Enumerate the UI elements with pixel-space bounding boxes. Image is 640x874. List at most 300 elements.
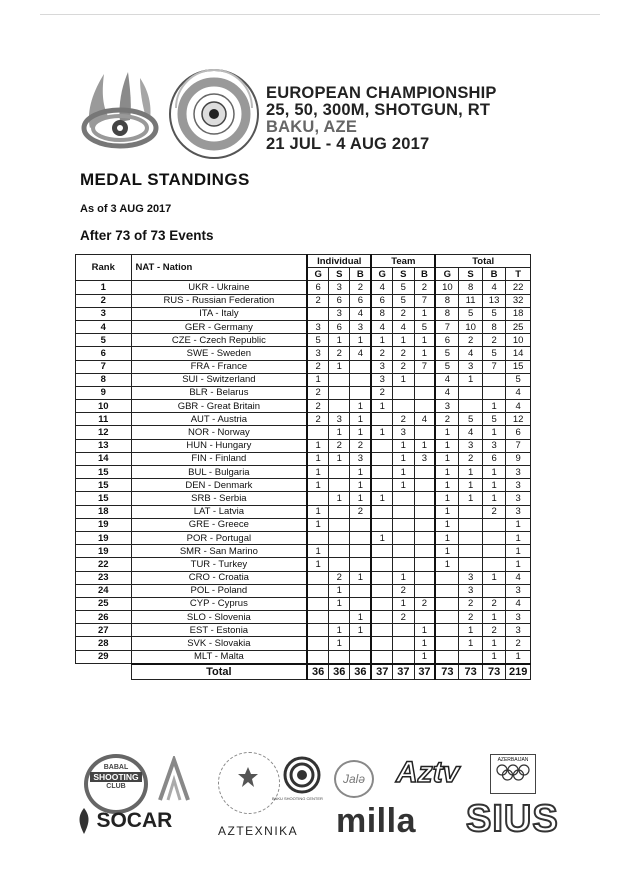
team-gold-cell: 6 bbox=[371, 294, 392, 307]
flame-icon bbox=[76, 808, 92, 834]
team-gold-cell: 3 bbox=[371, 360, 392, 373]
total-spacer bbox=[76, 664, 132, 680]
tot-silver-cell: 3 bbox=[459, 584, 482, 597]
noc-text: AZERBAIJAN bbox=[497, 757, 529, 763]
club-bottom-text: CLUB bbox=[106, 783, 126, 790]
ind-bronze-cell: 1 bbox=[350, 400, 371, 413]
tot-all-cell: 3 bbox=[506, 505, 531, 518]
ind-bronze-cell bbox=[350, 531, 371, 544]
ind-silver-cell: 2 bbox=[329, 347, 350, 360]
ind-gold-cell bbox=[307, 597, 328, 610]
ind-bronze-cell: 6 bbox=[350, 294, 371, 307]
nation-cell: POR - Portugal bbox=[131, 531, 307, 544]
ind-gold-cell: 2 bbox=[307, 386, 328, 399]
ind-gold-cell bbox=[307, 584, 328, 597]
tot-gold-cell: 4 bbox=[435, 373, 458, 386]
nation-cell: FIN - Finland bbox=[131, 452, 307, 465]
table-row bbox=[76, 281, 531, 294]
team-silver-cell: 1 bbox=[393, 479, 414, 492]
ind-silver-cell: 1 bbox=[329, 426, 350, 439]
rank-cell: 7 bbox=[76, 360, 132, 373]
ind-gold-cell bbox=[307, 650, 328, 664]
aztexnika-text: AZTEXNIKA bbox=[218, 824, 299, 838]
team-silver-cell bbox=[393, 400, 414, 413]
target-icon bbox=[283, 756, 321, 794]
tot-bronze-cell: 13 bbox=[482, 294, 505, 307]
tot-silver-cell: 1 bbox=[459, 492, 482, 505]
table-row bbox=[76, 426, 531, 439]
tot-gold-cell bbox=[435, 571, 458, 584]
col-nation-header: NAT - Nation bbox=[131, 255, 307, 281]
team-silver-cell bbox=[393, 531, 414, 544]
ind-silver-cell: 1 bbox=[329, 597, 350, 610]
events-count: After 73 of 73 Events bbox=[80, 228, 214, 243]
tot-bronze-cell: 6 bbox=[482, 452, 505, 465]
ind-silver-cell: 1 bbox=[329, 492, 350, 505]
nation-cell: BLR - Belarus bbox=[131, 386, 307, 399]
ind-silver-cell: 3 bbox=[329, 281, 350, 294]
total-team-bronze: 37 bbox=[414, 664, 435, 680]
ind-gold-cell: 1 bbox=[307, 505, 328, 518]
total-row bbox=[76, 664, 531, 680]
jale-text: Jalə bbox=[342, 772, 365, 786]
rank-cell: 19 bbox=[76, 531, 132, 544]
table-row bbox=[76, 373, 531, 386]
ind-gold-cell bbox=[307, 531, 328, 544]
tot-all-cell: 10 bbox=[506, 334, 531, 347]
ind-silver-cell bbox=[329, 611, 350, 624]
ind-gold-cell: 2 bbox=[307, 360, 328, 373]
tot-silver-cell: 11 bbox=[459, 294, 482, 307]
team-bronze-cell: 1 bbox=[414, 334, 435, 347]
ind-silver-cell: 3 bbox=[329, 307, 350, 320]
team-bronze-cell bbox=[414, 479, 435, 492]
tot-silver-cell bbox=[459, 505, 482, 518]
sub-t: T bbox=[506, 268, 531, 281]
table-row bbox=[76, 637, 531, 650]
rank-cell: 12 bbox=[76, 426, 132, 439]
tot-all-cell: 18 bbox=[506, 307, 531, 320]
nation-cell: NOR - Norway bbox=[131, 426, 307, 439]
col-rank-header: Rank bbox=[76, 255, 132, 281]
team-silver-cell bbox=[393, 505, 414, 518]
ind-gold-cell bbox=[307, 571, 328, 584]
tot-bronze-cell: 1 bbox=[482, 466, 505, 479]
ind-gold-cell: 1 bbox=[307, 452, 328, 465]
team-gold-cell bbox=[371, 650, 392, 664]
tot-gold-cell: 3 bbox=[435, 400, 458, 413]
team-silver-cell: 5 bbox=[393, 281, 414, 294]
tot-silver-cell: 10 bbox=[459, 320, 482, 333]
tot-silver-cell bbox=[459, 386, 482, 399]
tot-silver-cell: 8 bbox=[459, 281, 482, 294]
ind-silver-cell bbox=[329, 386, 350, 399]
team-bronze-cell bbox=[414, 400, 435, 413]
tot-bronze-cell: 2 bbox=[482, 334, 505, 347]
tot-silver-cell: 1 bbox=[459, 479, 482, 492]
table-row bbox=[76, 518, 531, 531]
tot-silver-cell: 3 bbox=[459, 360, 482, 373]
nation-cell: DEN - Denmark bbox=[131, 479, 307, 492]
team-gold-cell bbox=[371, 624, 392, 637]
team-bronze-cell bbox=[414, 558, 435, 571]
esc-confederation-logo bbox=[168, 68, 260, 160]
ind-bronze-cell: 1 bbox=[350, 611, 371, 624]
as-of-date: As of 3 AUG 2017 bbox=[80, 203, 172, 215]
team-gold-cell bbox=[371, 452, 392, 465]
tot-gold-cell: 7 bbox=[435, 320, 458, 333]
ind-gold-cell: 1 bbox=[307, 373, 328, 386]
ind-bronze-cell: 2 bbox=[350, 439, 371, 452]
tot-all-cell: 4 bbox=[506, 386, 531, 399]
olympic-rings-icon bbox=[495, 763, 531, 781]
tot-bronze-cell: 5 bbox=[482, 307, 505, 320]
ind-silver-cell: 1 bbox=[329, 637, 350, 650]
ind-gold-cell: 5 bbox=[307, 334, 328, 347]
team-bronze-cell bbox=[414, 373, 435, 386]
tot-silver-cell bbox=[459, 545, 482, 558]
triangle-mark-icon bbox=[156, 756, 192, 802]
ind-gold-cell bbox=[307, 624, 328, 637]
table-row bbox=[76, 584, 531, 597]
rank-cell: 14 bbox=[76, 452, 132, 465]
ind-gold-cell: 1 bbox=[307, 479, 328, 492]
ind-silver-cell: 2 bbox=[329, 571, 350, 584]
rank-cell: 15 bbox=[76, 479, 132, 492]
nation-cell: CRO - Croatia bbox=[131, 571, 307, 584]
sub-g: G bbox=[371, 268, 392, 281]
team-bronze-cell: 1 bbox=[414, 637, 435, 650]
tot-all-cell: 7 bbox=[506, 439, 531, 452]
team-bronze-cell: 4 bbox=[414, 413, 435, 426]
tot-all-cell: 1 bbox=[506, 650, 531, 664]
tot-gold-cell: 1 bbox=[435, 492, 458, 505]
table-row bbox=[76, 558, 531, 571]
team-gold-cell bbox=[371, 545, 392, 558]
team-gold-cell bbox=[371, 597, 392, 610]
medal-table-body bbox=[76, 281, 531, 664]
tot-all-cell: 25 bbox=[506, 320, 531, 333]
nation-cell: SWE - Sweden bbox=[131, 347, 307, 360]
nation-cell: GRE - Greece bbox=[131, 518, 307, 531]
tot-all-cell: 1 bbox=[506, 518, 531, 531]
ind-bronze-cell bbox=[350, 373, 371, 386]
tot-bronze-cell bbox=[482, 373, 505, 386]
tot-bronze-cell bbox=[482, 386, 505, 399]
table-row bbox=[76, 320, 531, 333]
tot-all-cell: 1 bbox=[506, 558, 531, 571]
tot-silver-cell: 3 bbox=[459, 439, 482, 452]
tot-bronze-cell: 4 bbox=[482, 281, 505, 294]
tot-gold-cell: 5 bbox=[435, 347, 458, 360]
table-row bbox=[76, 439, 531, 452]
jale-logo bbox=[334, 760, 374, 798]
ind-silver-cell bbox=[329, 545, 350, 558]
milla-logo: milla bbox=[336, 802, 416, 840]
team-gold-cell: 2 bbox=[371, 347, 392, 360]
team-gold-cell: 1 bbox=[371, 334, 392, 347]
rank-cell: 10 bbox=[76, 400, 132, 413]
tot-gold-cell: 1 bbox=[435, 531, 458, 544]
team-silver-cell: 1 bbox=[393, 597, 414, 610]
team-silver-cell bbox=[393, 637, 414, 650]
ind-gold-cell bbox=[307, 611, 328, 624]
tot-bronze-cell: 2 bbox=[482, 624, 505, 637]
ind-gold-cell bbox=[307, 307, 328, 320]
total-ind-gold: 36 bbox=[307, 664, 328, 680]
tot-silver-cell: 4 bbox=[459, 426, 482, 439]
nation-cell: EST - Estonia bbox=[131, 624, 307, 637]
team-gold-cell bbox=[371, 439, 392, 452]
table-row bbox=[76, 400, 531, 413]
ind-bronze-cell bbox=[350, 584, 371, 597]
tot-gold-cell: 1 bbox=[435, 479, 458, 492]
tot-gold-cell: 1 bbox=[435, 558, 458, 571]
ind-bronze-cell bbox=[350, 597, 371, 610]
tot-silver-cell: 1 bbox=[459, 624, 482, 637]
tot-bronze-cell: 1 bbox=[482, 650, 505, 664]
ind-silver-cell: 1 bbox=[329, 452, 350, 465]
team-gold-cell bbox=[371, 637, 392, 650]
tot-gold-cell: 1 bbox=[435, 505, 458, 518]
tot-bronze-cell: 2 bbox=[482, 505, 505, 518]
ind-gold-cell bbox=[307, 426, 328, 439]
tot-bronze-cell: 1 bbox=[482, 611, 505, 624]
nation-cell: SUI - Switzerland bbox=[131, 373, 307, 386]
ind-silver-cell bbox=[329, 505, 350, 518]
tot-all-cell: 3 bbox=[506, 584, 531, 597]
team-gold-cell bbox=[371, 584, 392, 597]
page-title: MEDAL STANDINGS bbox=[80, 170, 250, 189]
total-team-gold: 37 bbox=[371, 664, 392, 680]
team-silver-cell bbox=[393, 624, 414, 637]
sub-b: B bbox=[482, 268, 505, 281]
sub-b: B bbox=[350, 268, 371, 281]
team-gold-cell: 1 bbox=[371, 531, 392, 544]
team-bronze-cell bbox=[414, 545, 435, 558]
tot-bronze-cell bbox=[482, 531, 505, 544]
tot-bronze-cell bbox=[482, 545, 505, 558]
team-silver-cell: 1 bbox=[393, 571, 414, 584]
team-gold-cell bbox=[371, 558, 392, 571]
rank-cell: 8 bbox=[76, 373, 132, 386]
tot-bronze-cell: 1 bbox=[482, 400, 505, 413]
rank-cell: 27 bbox=[76, 624, 132, 637]
tot-silver-cell bbox=[459, 650, 482, 664]
tot-bronze-cell: 1 bbox=[482, 479, 505, 492]
ind-silver-cell bbox=[329, 479, 350, 492]
ind-bronze-cell: 1 bbox=[350, 479, 371, 492]
ind-silver-cell bbox=[329, 558, 350, 571]
tot-silver-cell bbox=[459, 531, 482, 544]
team-bronze-cell: 2 bbox=[414, 597, 435, 610]
team-silver-cell: 2 bbox=[393, 347, 414, 360]
ind-bronze-cell: 4 bbox=[350, 307, 371, 320]
team-silver-cell: 2 bbox=[393, 611, 414, 624]
team-silver-cell bbox=[393, 518, 414, 531]
total-label: Total bbox=[131, 664, 307, 680]
ind-bronze-cell: 4 bbox=[350, 347, 371, 360]
rank-cell: 25 bbox=[76, 597, 132, 610]
sub-s: S bbox=[393, 268, 414, 281]
team-bronze-cell: 7 bbox=[414, 360, 435, 373]
ind-silver-cell: 3 bbox=[329, 413, 350, 426]
team-bronze-cell bbox=[414, 584, 435, 597]
header-line4: 21 JUL - 4 AUG 2017 bbox=[266, 135, 430, 153]
ind-silver-cell bbox=[329, 373, 350, 386]
team-gold-cell: 1 bbox=[371, 492, 392, 505]
sub-b: B bbox=[414, 268, 435, 281]
sub-g: G bbox=[435, 268, 458, 281]
star-icon bbox=[237, 766, 259, 788]
medal-table bbox=[75, 254, 531, 680]
team-silver-cell: 5 bbox=[393, 294, 414, 307]
ind-silver-cell: 1 bbox=[329, 360, 350, 373]
team-gold-cell: 3 bbox=[371, 373, 392, 386]
team-gold-cell bbox=[371, 505, 392, 518]
team-silver-cell bbox=[393, 650, 414, 664]
tot-bronze-cell: 3 bbox=[482, 439, 505, 452]
nation-cell: POL - Poland bbox=[131, 584, 307, 597]
team-bronze-cell bbox=[414, 531, 435, 544]
team-bronze-cell bbox=[414, 518, 435, 531]
nation-cell: FRA - France bbox=[131, 360, 307, 373]
ind-gold-cell: 2 bbox=[307, 400, 328, 413]
ind-silver-cell bbox=[329, 466, 350, 479]
table-row bbox=[76, 466, 531, 479]
nation-cell: SLO - Slovenia bbox=[131, 611, 307, 624]
rank-cell: 3 bbox=[76, 307, 132, 320]
ind-gold-cell: 1 bbox=[307, 518, 328, 531]
team-silver-cell: 2 bbox=[393, 413, 414, 426]
ind-gold-cell: 1 bbox=[307, 466, 328, 479]
ind-silver-cell: 6 bbox=[329, 294, 350, 307]
tot-bronze-cell: 1 bbox=[482, 571, 505, 584]
noc-logo bbox=[490, 754, 536, 794]
table-row bbox=[76, 334, 531, 347]
ind-gold-cell: 2 bbox=[307, 413, 328, 426]
tot-gold-cell: 1 bbox=[435, 518, 458, 531]
tot-all-cell: 4 bbox=[506, 571, 531, 584]
group-team-header: Team bbox=[371, 255, 435, 268]
sub-s: S bbox=[329, 268, 350, 281]
rank-cell: 22 bbox=[76, 558, 132, 571]
tot-all-cell: 6 bbox=[506, 426, 531, 439]
total-bronze: 73 bbox=[482, 664, 505, 680]
ind-bronze-cell bbox=[350, 637, 371, 650]
team-gold-cell: 2 bbox=[371, 386, 392, 399]
nation-cell: UKR - Ukraine bbox=[131, 281, 307, 294]
team-bronze-cell bbox=[414, 492, 435, 505]
header-row-groups bbox=[76, 255, 531, 268]
team-silver-cell: 2 bbox=[393, 307, 414, 320]
team-bronze-cell: 1 bbox=[414, 624, 435, 637]
tot-gold-cell: 10 bbox=[435, 281, 458, 294]
team-silver-cell: 2 bbox=[393, 584, 414, 597]
table-row bbox=[76, 294, 531, 307]
scan-edge-line bbox=[40, 14, 600, 15]
table-row bbox=[76, 531, 531, 544]
team-gold-cell bbox=[371, 466, 392, 479]
tot-all-cell: 3 bbox=[506, 479, 531, 492]
ind-bronze-cell bbox=[350, 650, 371, 664]
ind-bronze-cell bbox=[350, 386, 371, 399]
tot-gold-cell: 8 bbox=[435, 294, 458, 307]
tot-silver-cell: 5 bbox=[459, 307, 482, 320]
team-bronze-cell bbox=[414, 611, 435, 624]
nation-cell: CZE - Czech Republic bbox=[131, 334, 307, 347]
ind-bronze-cell bbox=[350, 545, 371, 558]
tot-gold-cell bbox=[435, 650, 458, 664]
ind-gold-cell bbox=[307, 492, 328, 505]
table-row bbox=[76, 571, 531, 584]
rank-cell: 19 bbox=[76, 545, 132, 558]
ind-gold-cell: 3 bbox=[307, 320, 328, 333]
tot-gold-cell: 2 bbox=[435, 413, 458, 426]
ind-silver-cell: 1 bbox=[329, 584, 350, 597]
team-gold-cell: 1 bbox=[371, 426, 392, 439]
rank-cell: 29 bbox=[76, 650, 132, 664]
ind-bronze-cell: 1 bbox=[350, 413, 371, 426]
ind-bronze-cell: 1 bbox=[350, 426, 371, 439]
sponsor-strip bbox=[0, 748, 640, 848]
tot-all-cell: 4 bbox=[506, 597, 531, 610]
nation-cell: BUL - Bulgaria bbox=[131, 466, 307, 479]
rank-cell: 9 bbox=[76, 386, 132, 399]
table-row bbox=[76, 347, 531, 360]
tot-gold-cell bbox=[435, 611, 458, 624]
sub-g: G bbox=[307, 268, 328, 281]
tot-all-cell: 5 bbox=[506, 373, 531, 386]
header-line1: EUROPEAN CHAMPIONSHIP bbox=[266, 84, 497, 102]
team-silver-cell: 1 bbox=[393, 466, 414, 479]
team-bronze-cell bbox=[414, 466, 435, 479]
team-gold-cell bbox=[371, 518, 392, 531]
tot-silver-cell: 3 bbox=[459, 571, 482, 584]
ind-bronze-cell: 1 bbox=[350, 624, 371, 637]
tot-all-cell: 3 bbox=[506, 466, 531, 479]
socar-text: SOCAR bbox=[96, 809, 173, 832]
ind-bronze-cell bbox=[350, 360, 371, 373]
rank-cell: 5 bbox=[76, 334, 132, 347]
tot-all-cell: 2 bbox=[506, 637, 531, 650]
rank-cell: 15 bbox=[76, 492, 132, 505]
championship-emblem bbox=[80, 70, 162, 152]
tot-gold-cell: 1 bbox=[435, 466, 458, 479]
rank-cell: 4 bbox=[76, 320, 132, 333]
club-top-text: BABAL bbox=[103, 764, 129, 771]
nation-cell: AUT - Austria bbox=[131, 413, 307, 426]
ind-silver-cell: 1 bbox=[329, 624, 350, 637]
table-row bbox=[76, 452, 531, 465]
ind-bronze-cell bbox=[350, 518, 371, 531]
table-row bbox=[76, 611, 531, 624]
rank-cell: 28 bbox=[76, 637, 132, 650]
team-silver-cell: 2 bbox=[393, 360, 414, 373]
tot-bronze-cell: 5 bbox=[482, 347, 505, 360]
team-bronze-cell bbox=[414, 571, 435, 584]
tot-silver-cell: 2 bbox=[459, 611, 482, 624]
team-bronze-cell: 1 bbox=[414, 650, 435, 664]
shooting-club-logo bbox=[84, 754, 148, 814]
ind-silver-cell bbox=[329, 518, 350, 531]
ind-bronze-cell: 3 bbox=[350, 320, 371, 333]
tot-bronze-cell bbox=[482, 518, 505, 531]
tot-silver-cell: 2 bbox=[459, 452, 482, 465]
team-silver-cell: 1 bbox=[393, 373, 414, 386]
table-row bbox=[76, 624, 531, 637]
team-bronze-cell: 7 bbox=[414, 294, 435, 307]
